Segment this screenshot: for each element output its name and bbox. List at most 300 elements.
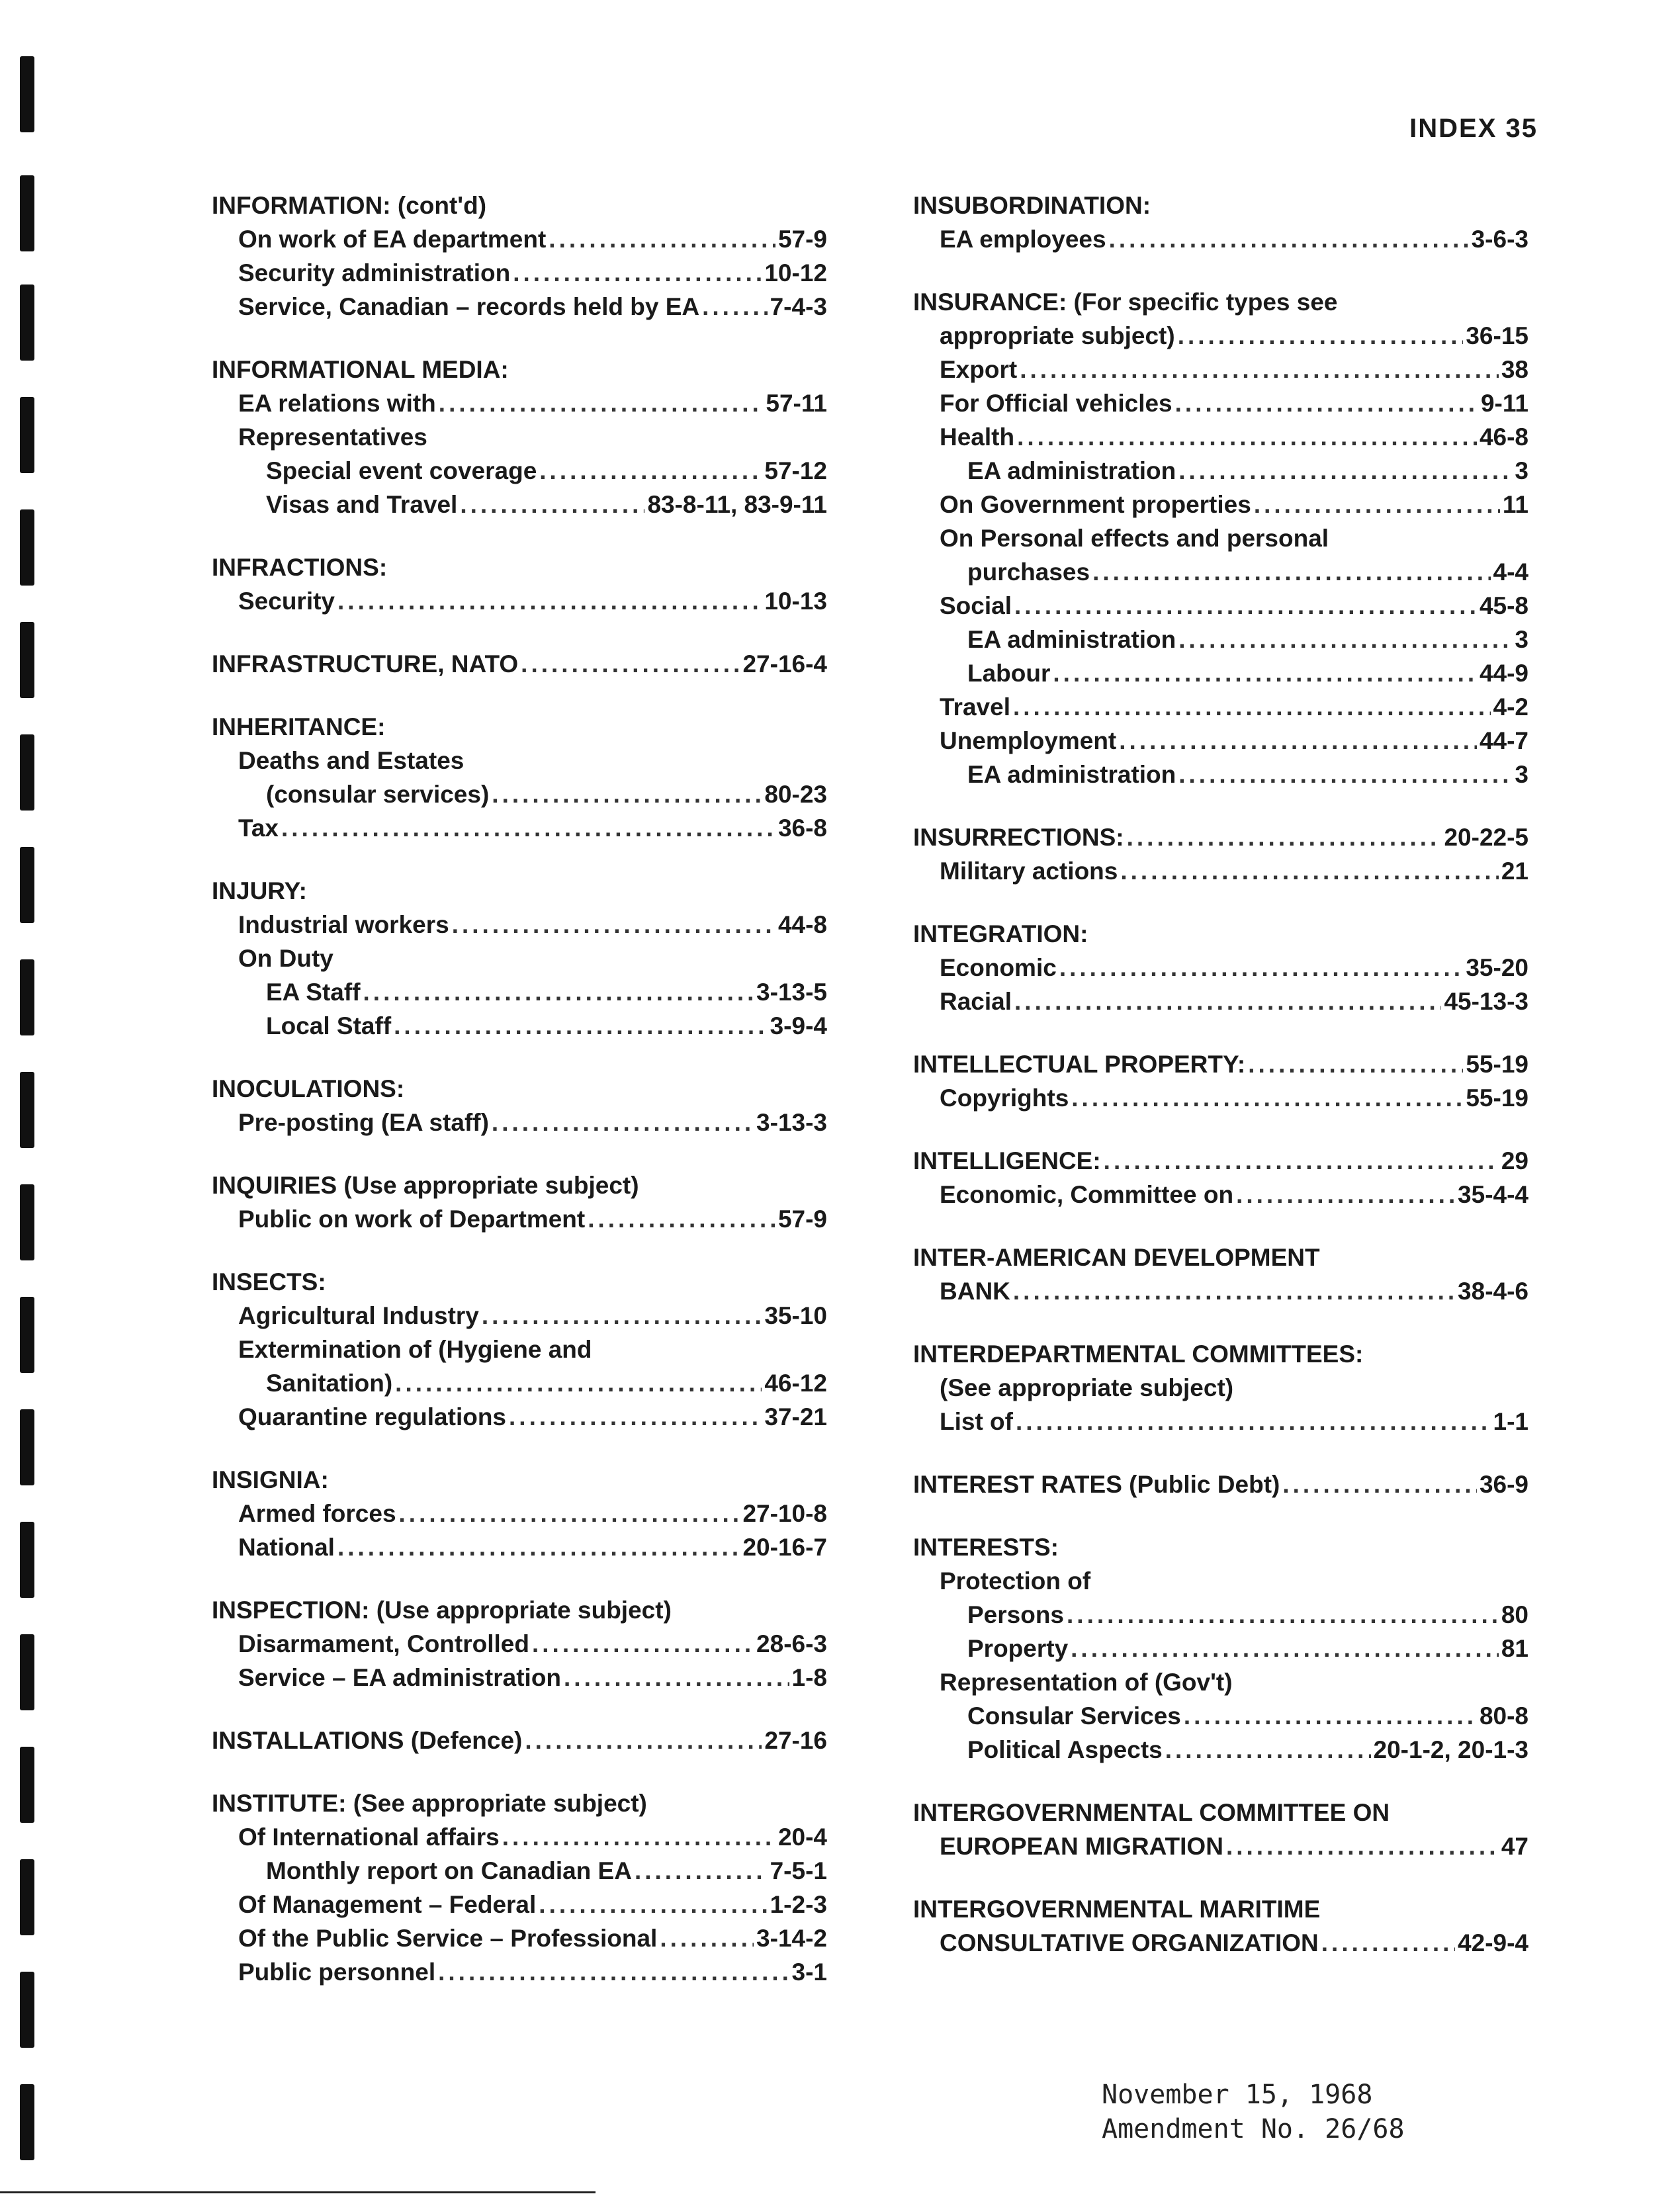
punch-hole — [20, 1297, 34, 1373]
page-reference: 1-2-3 — [770, 1891, 827, 1918]
page-reference: 37-21 — [764, 1403, 827, 1430]
page-reference: 3 — [1515, 626, 1528, 653]
entry-text: Industrial workers — [238, 911, 449, 938]
entry-text: purchases — [967, 558, 1090, 586]
page-reference: 4-2 — [1493, 693, 1528, 721]
entry-text: Local Staff — [266, 1012, 392, 1039]
index-heading — [913, 1337, 1528, 1371]
index-subentry — [913, 1829, 1528, 1863]
page-reference: 3 — [1515, 761, 1528, 788]
entry-text: Of International affairs — [238, 1823, 500, 1851]
page-reference: 3-6-3 — [1471, 226, 1528, 253]
index-heading — [913, 285, 1528, 319]
entry-text: INFRASTRUCTURE, NATO — [212, 650, 519, 678]
index-heading — [913, 1144, 1528, 1178]
page-reference: 7-4-3 — [770, 293, 827, 320]
entry-text: Representation of (Gov't) — [940, 1669, 1233, 1696]
index-heading — [212, 1724, 827, 1757]
entry-text: Health — [940, 423, 1015, 451]
entry-text: INSTITUTE: (See appropriate subject) — [212, 1790, 647, 1817]
entry-text: Special event coverage — [266, 457, 537, 484]
dot-leader — [509, 1400, 762, 1434]
page-reference: 47 — [1501, 1833, 1528, 1860]
footer-date: November 15, 1968 — [1102, 2080, 1373, 2110]
page-reference: 28-6-3 — [756, 1630, 827, 1657]
index-subentry — [913, 690, 1528, 724]
dot-leader — [702, 290, 767, 324]
page-reference: 7-5-1 — [770, 1857, 827, 1884]
index-subentry — [212, 1366, 827, 1400]
entry-text: Economic — [940, 954, 1057, 981]
page-reference: 20-16-7 — [742, 1534, 827, 1561]
index-entry — [212, 647, 827, 681]
index-heading — [913, 1530, 1528, 1564]
index-subentry — [212, 1400, 827, 1434]
page-reference: 46-12 — [764, 1370, 827, 1397]
dot-leader — [1178, 454, 1512, 488]
page-reference: 57-11 — [766, 390, 827, 417]
entry-text: Of Management – Federal — [238, 1891, 537, 1918]
punch-hole — [20, 847, 34, 923]
entry-text: INTELLIGENCE: — [913, 1147, 1101, 1174]
page-reference: 55-19 — [1466, 1051, 1528, 1078]
dot-leader — [1020, 353, 1499, 386]
dot-leader — [1236, 1178, 1455, 1211]
dot-leader — [438, 1955, 789, 1989]
entry-text: (See appropriate subject) — [940, 1374, 1234, 1401]
index-heading — [212, 353, 827, 386]
page-reference: 10-12 — [764, 259, 827, 286]
page-footer — [1102, 2078, 1405, 2146]
index-subentry — [212, 1888, 827, 1921]
page-reference: 3-14-2 — [756, 1925, 827, 1952]
dot-leader — [363, 975, 754, 1009]
page-reference: 57-12 — [764, 457, 827, 484]
dot-leader — [1175, 386, 1478, 420]
punch-hole — [20, 734, 34, 811]
entry-text: Political Aspects — [967, 1736, 1163, 1763]
dot-leader — [1092, 555, 1490, 589]
page-reference: 1-8 — [791, 1664, 827, 1691]
dot-leader — [549, 222, 775, 256]
dot-leader — [1165, 1733, 1371, 1767]
index-subentry — [913, 1598, 1528, 1632]
dot-leader — [1109, 222, 1469, 256]
dot-leader — [1014, 985, 1441, 1018]
entry-text: INSTALLATIONS (Defence) — [212, 1727, 523, 1754]
index-subentry — [212, 1530, 827, 1564]
entry-text: CONSULTATIVE ORGANIZATION — [940, 1929, 1319, 1956]
dot-leader — [635, 1854, 768, 1888]
index-entry — [212, 1724, 827, 1757]
page-reference: 80-23 — [764, 781, 827, 808]
page-reference: 3-9-4 — [770, 1012, 827, 1039]
entry-text: INTEGRATION: — [913, 920, 1088, 947]
index-subentry — [212, 908, 827, 942]
entry-text: INTERGOVERNMENTAL COMMITTEE ON — [913, 1799, 1390, 1826]
page-reference: 45-13-3 — [1444, 988, 1528, 1015]
index-entry — [212, 1463, 827, 1564]
entry-text: INSPECTION: (Use appropriate subject) — [212, 1597, 672, 1624]
index-entry — [913, 189, 1528, 256]
page-reference: 45-8 — [1479, 592, 1528, 619]
index-subentry — [913, 1665, 1528, 1699]
dot-leader — [539, 1888, 767, 1921]
index-subentry — [913, 1926, 1528, 1960]
footer-amendment: Amendment No. 26/68 — [1102, 2114, 1405, 2144]
index-subentry — [212, 1820, 827, 1854]
index-subentry — [913, 1178, 1528, 1211]
entry-text: INSIGNIA: — [212, 1466, 329, 1493]
index-subentry — [913, 951, 1528, 985]
entry-text: Economic, Committee on — [940, 1181, 1234, 1208]
page-reference: 35-10 — [764, 1302, 827, 1329]
index-entry — [212, 1265, 827, 1434]
entry-text: EA administration — [967, 626, 1176, 653]
entry-text: EA Staff — [266, 979, 361, 1006]
index-subentry — [913, 656, 1528, 690]
dot-leader — [492, 777, 762, 811]
entry-text: Public personnel — [238, 1958, 436, 1986]
index-subentry — [212, 1955, 827, 1989]
entry-text: INFORMATIONAL MEDIA: — [212, 356, 509, 383]
index-heading — [212, 874, 827, 908]
entry-text: List of — [940, 1408, 1013, 1435]
entry-text: Persons — [967, 1601, 1065, 1628]
entry-text: INSUBORDINATION: — [913, 192, 1151, 219]
page-reference: 83-8-11, 83-9-11 — [647, 491, 827, 518]
binder-punch-holes — [20, 0, 40, 2194]
index-heading — [212, 1593, 827, 1627]
page-reference: 9-11 — [1480, 390, 1528, 417]
entry-text: For Official vehicles — [940, 390, 1172, 417]
dot-leader — [452, 908, 775, 942]
entry-text: Labour — [967, 660, 1051, 687]
page-reference: 57-9 — [777, 1206, 827, 1233]
entry-text: Security administration — [238, 259, 511, 286]
index-subentry — [913, 1564, 1528, 1598]
index-subentry — [913, 985, 1528, 1018]
entry-text: Tax — [238, 814, 279, 842]
page-reference: 44-9 — [1479, 660, 1528, 687]
punch-hole — [20, 1747, 34, 1823]
entry-text: INHERITANCE: — [212, 713, 386, 740]
index-subentry — [212, 811, 827, 845]
index-entry — [913, 820, 1528, 888]
index-subentry — [212, 1202, 827, 1236]
entry-text: Social — [940, 592, 1012, 619]
index-subentry — [212, 1854, 827, 1888]
page-reference: 27-16 — [764, 1727, 827, 1754]
entry-text: Property — [967, 1635, 1069, 1662]
entry-text: EA administration — [967, 457, 1176, 484]
index-subentry — [212, 1009, 827, 1043]
dot-leader — [1013, 1274, 1455, 1308]
index-subentry — [212, 454, 827, 488]
index-entry — [913, 1337, 1528, 1438]
index-subentry — [913, 555, 1528, 589]
index-subentry — [913, 1371, 1528, 1405]
page-reference: 27-10-8 — [742, 1500, 827, 1527]
entry-text: INTER-AMERICAN DEVELOPMENT — [913, 1244, 1320, 1271]
dot-leader — [1104, 1144, 1499, 1178]
entry-text: BANK — [940, 1278, 1010, 1305]
page-reference: 80-8 — [1479, 1702, 1528, 1730]
entry-text: EUROPEAN MIGRATION — [940, 1833, 1223, 1860]
index-subentry — [212, 1497, 827, 1530]
index-subentry — [913, 589, 1528, 623]
punch-hole — [20, 1972, 34, 2048]
dot-leader — [525, 1724, 762, 1757]
entry-text: INOCULATIONS: — [212, 1075, 405, 1102]
index-heading — [212, 647, 827, 681]
punch-hole — [20, 509, 34, 586]
dot-leader — [1178, 623, 1512, 656]
index-subentry — [913, 1405, 1528, 1438]
page-reference: 80 — [1501, 1601, 1528, 1628]
dot-leader — [1127, 820, 1442, 854]
index-subentry — [212, 1661, 827, 1694]
index-entry — [913, 1892, 1528, 1960]
punch-hole — [20, 1859, 34, 1935]
page-reference: 1-1 — [1493, 1408, 1528, 1435]
entry-text: Consular Services — [967, 1702, 1181, 1730]
index-subentry — [212, 1106, 827, 1139]
entry-text: Deaths and Estates — [238, 747, 464, 774]
index-entry — [913, 1530, 1528, 1767]
index-heading — [212, 1265, 827, 1299]
entry-text: Sanitation) — [266, 1370, 393, 1397]
index-subentry — [913, 1632, 1528, 1665]
dot-leader — [460, 488, 644, 521]
index-heading — [212, 1168, 827, 1202]
punch-hole — [20, 959, 34, 1035]
entry-text: Racial — [940, 988, 1012, 1015]
dot-leader — [1178, 758, 1512, 791]
entry-text: INTERESTS: — [913, 1534, 1059, 1561]
entry-text: Armed forces — [238, 1500, 396, 1527]
index-entry — [212, 1593, 827, 1694]
index-entry — [212, 1168, 827, 1236]
entry-text: Security — [238, 588, 335, 615]
index-subentry — [212, 256, 827, 290]
entry-text: Disarmament, Controlled — [238, 1630, 529, 1657]
index-heading — [212, 710, 827, 744]
index-entry — [913, 1468, 1528, 1501]
index-subentry — [212, 744, 827, 777]
page-reference: 46-8 — [1479, 423, 1528, 451]
page-reference: 36-15 — [1466, 322, 1528, 349]
index-column-right — [913, 189, 1528, 1989]
dot-leader — [1017, 420, 1477, 454]
page-reference: 35-20 — [1466, 954, 1528, 981]
index-subentry — [913, 1274, 1528, 1308]
entry-text: Unemployment — [940, 727, 1117, 754]
index-subentry — [212, 1921, 827, 1955]
dot-leader — [394, 1009, 767, 1043]
page-reference: 3 — [1515, 457, 1528, 484]
dot-leader — [1071, 1632, 1499, 1665]
entry-text: INFRACTIONS: — [212, 554, 388, 581]
index-subentry — [212, 488, 827, 521]
index-subentry — [913, 724, 1528, 758]
index-entry — [212, 874, 827, 1043]
dot-leader — [1013, 690, 1491, 724]
entry-text: On Duty — [238, 945, 333, 972]
index-entry — [913, 1047, 1528, 1115]
entry-text: On Government properties — [940, 491, 1251, 518]
punch-hole — [20, 2084, 34, 2160]
entry-text: INTELLECTUAL PROPERTY: — [913, 1051, 1246, 1078]
entry-text: INJURY: — [212, 877, 307, 904]
dot-leader — [1321, 1926, 1455, 1960]
index-subentry — [913, 1699, 1528, 1733]
entry-text: INQUIRIES (Use appropriate subject) — [212, 1172, 639, 1199]
entry-text: Quarantine regulations — [238, 1403, 507, 1430]
entry-text: On work of EA department — [238, 226, 547, 253]
index-subentry — [212, 1333, 827, 1366]
punch-hole — [20, 397, 34, 473]
index-subentry — [212, 1299, 827, 1333]
index-subentry — [212, 386, 827, 420]
page-reference: 3-13-5 — [756, 979, 827, 1006]
entry-text: Public on work of Department — [238, 1206, 586, 1233]
punch-hole — [20, 622, 34, 698]
entry-text: INSURANCE: (For specific types see — [913, 288, 1338, 316]
punch-hole — [20, 285, 34, 361]
index-entry — [913, 917, 1528, 1018]
index-heading — [212, 189, 827, 222]
index-subentry — [913, 854, 1528, 888]
page-reference: 36-9 — [1479, 1471, 1528, 1498]
page-reference: 3-1 — [791, 1958, 827, 1986]
entry-text: Travel — [940, 693, 1010, 721]
page-reference: 38-4-6 — [1458, 1278, 1528, 1305]
index-entry — [913, 285, 1528, 791]
dot-leader — [1184, 1699, 1477, 1733]
punch-hole — [20, 56, 34, 132]
dot-leader — [395, 1366, 762, 1400]
index-subentry — [212, 975, 827, 1009]
dot-leader — [281, 811, 775, 845]
dot-leader — [1059, 951, 1464, 985]
index-subentry — [913, 420, 1528, 454]
dot-leader — [1120, 854, 1498, 888]
dot-leader — [502, 1820, 775, 1854]
index-subentry — [913, 1081, 1528, 1115]
dot-leader — [1178, 319, 1464, 353]
page-reference: 20-22-5 — [1444, 824, 1528, 851]
dot-leader — [1282, 1468, 1477, 1501]
page-reference: 11 — [1502, 491, 1528, 518]
dot-leader — [1014, 589, 1477, 623]
page-reference: 20-1-2, 20-1-3 — [1373, 1736, 1528, 1763]
index-subentry — [913, 222, 1528, 256]
index-heading — [212, 1463, 827, 1497]
entry-text: Military actions — [940, 857, 1118, 885]
dot-leader — [492, 1106, 754, 1139]
entry-text: Representatives — [238, 423, 427, 451]
dot-leader — [521, 647, 740, 681]
entry-text: INTERGOVERNMENTAL MARITIME — [913, 1896, 1321, 1923]
page-reference: 21 — [1501, 857, 1528, 885]
entry-text: On Personal effects and personal — [940, 525, 1329, 552]
dot-leader — [1016, 1405, 1491, 1438]
index-heading — [913, 820, 1528, 854]
dot-leader — [513, 256, 762, 290]
dot-leader — [1248, 1047, 1463, 1081]
index-subentry — [913, 353, 1528, 386]
page-reference: 4-4 — [1493, 558, 1528, 586]
index-subentry — [913, 488, 1528, 521]
index-heading — [913, 1047, 1528, 1081]
index-subentry — [913, 386, 1528, 420]
dot-leader — [588, 1202, 775, 1236]
index-entry — [212, 189, 827, 324]
dot-leader — [439, 386, 764, 420]
page-reference: 20-4 — [777, 1823, 827, 1851]
dot-leader — [1071, 1081, 1463, 1115]
dot-leader — [337, 584, 762, 618]
page-reference: 57-9 — [777, 226, 827, 253]
index-subentry — [212, 420, 827, 454]
entry-text: INSURRECTIONS: — [913, 824, 1124, 851]
index-subentry — [913, 758, 1528, 791]
punch-hole — [20, 1409, 34, 1485]
index-subentry — [212, 1627, 827, 1661]
dot-leader — [1226, 1829, 1499, 1863]
dot-leader — [337, 1530, 740, 1564]
dot-leader — [660, 1921, 754, 1955]
entry-text: Visas and Travel — [266, 491, 458, 518]
entry-text: INFORMATION: (cont'd) — [212, 192, 487, 219]
index-heading — [913, 189, 1528, 222]
index-heading — [913, 917, 1528, 951]
page-reference: 38 — [1501, 356, 1528, 383]
index-subentry — [212, 942, 827, 975]
dot-leader — [1053, 656, 1477, 690]
bottom-rule — [0, 2191, 596, 2193]
index-subentry — [913, 521, 1528, 555]
punch-hole — [20, 1072, 34, 1148]
page-reference: 81 — [1501, 1635, 1528, 1662]
index-subentry — [212, 290, 827, 324]
dot-leader — [539, 454, 762, 488]
dot-leader — [1254, 488, 1500, 521]
entry-text: National — [238, 1534, 335, 1561]
page-reference: 35-4-4 — [1458, 1181, 1528, 1208]
entry-text: appropriate subject) — [940, 322, 1175, 349]
entry-text: Export — [940, 356, 1018, 383]
index-entry — [212, 550, 827, 618]
index-subentry — [212, 584, 827, 618]
punch-hole — [20, 1634, 34, 1710]
index-heading — [212, 550, 827, 584]
page-header: INDEX 35 — [1409, 114, 1538, 143]
index-subentry — [913, 319, 1528, 353]
page-reference: 3-13-3 — [756, 1109, 827, 1136]
entry-text: Protection of — [940, 1567, 1091, 1595]
index-heading — [913, 1241, 1528, 1274]
page-reference: 42-9-4 — [1458, 1929, 1528, 1956]
dot-leader — [532, 1627, 754, 1661]
dot-leader — [399, 1497, 740, 1530]
entry-text: Service, Canadian – records held by EA — [238, 293, 700, 320]
entry-text: INSECTS: — [212, 1268, 326, 1295]
page-reference: 44-8 — [777, 911, 827, 938]
entry-text: Service – EA administration — [238, 1664, 562, 1691]
index-entry — [212, 710, 827, 845]
